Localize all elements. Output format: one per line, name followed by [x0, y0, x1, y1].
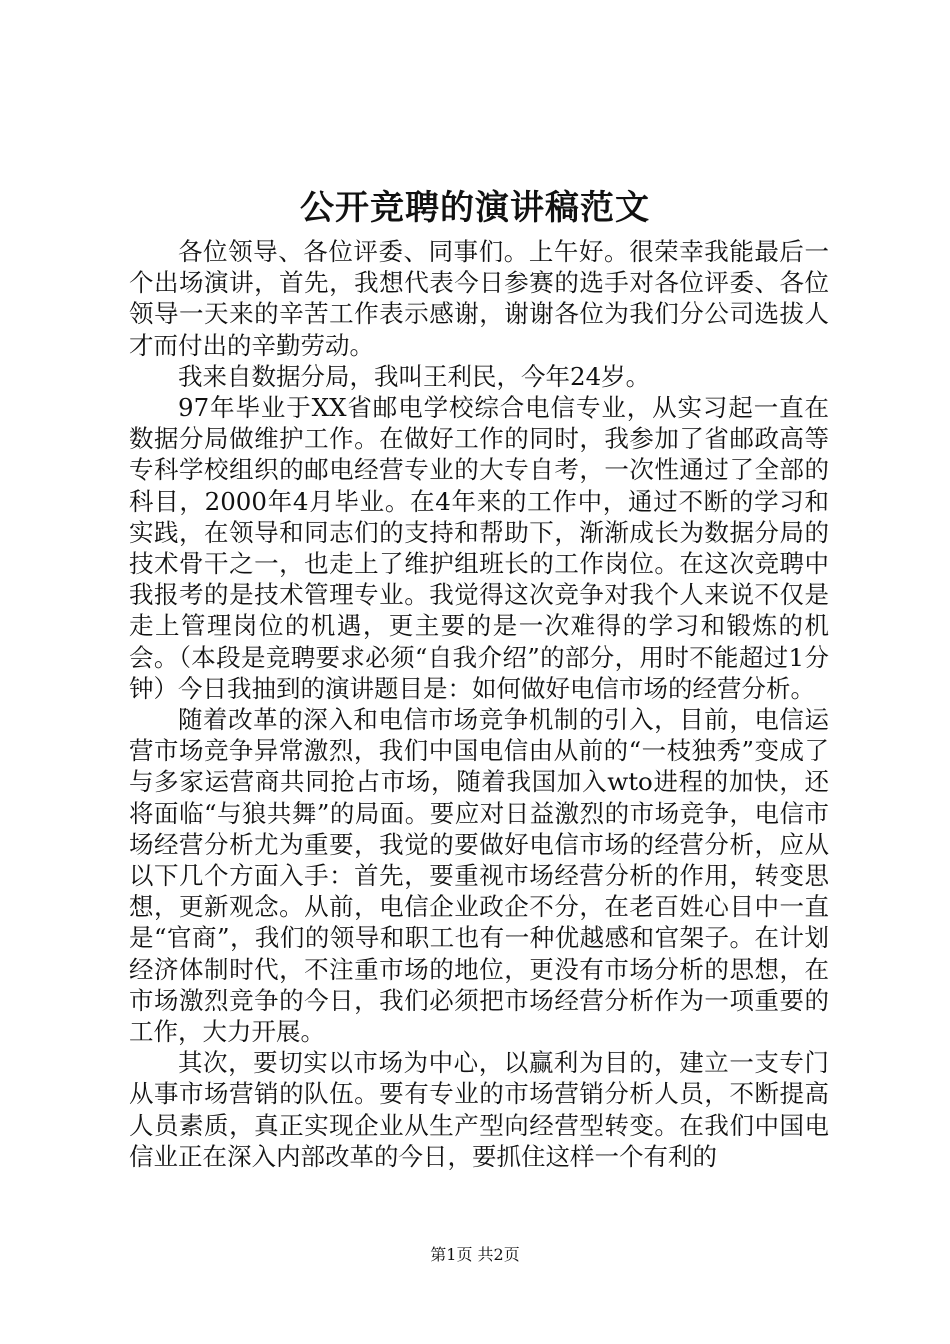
page-footer: 第1页 共2页 [430, 1245, 520, 1264]
paragraph-background: 97年毕业于XX省邮电学校综合电信专业，从实习起一直在数据分局做维护工作。在做好工作的同时，我参加了省邮政高等专科学校组织的邮电经营专业的大专自考，一次性通过了全部的科目，2000年4月毕业。在4年来的工作中，通过不断的学习和实践，在领导和同志们的支持和帮助下，渐渐成长为数据分局的技术骨干之一，也走上了维护组班长的工作岗位。在这次竞聘中我报考的是技术管理专业。我觉得这次竞争对我个人来说不仅是走上管理岗位的机遇，更主要的是一次难得的学习和锻炼的机会。（本段是竞聘要求必须“自我介绍”的部分，用时不能超过1分钟）今日我抽到的演讲题目是：如何做好电信市场的经营分析。 [129, 393, 829, 703]
paragraph-secondly: 其次，要切实以市场为中心，以赢利为目的，建立一支专门从事市场营销的队伍。要有专业的市场营销分析人员，不断提高人员素质，真正实现企业从生产型向经营型转变。在我们中国电信业正在深入内部改革的今日，要抓住这样一个有利的 [129, 1048, 829, 1171]
paragraph-intro: 我来自数据分局，我叫王利民，今年24岁。 [178, 361, 651, 391]
document-title: 公开竞聘的演讲稿范文 [300, 188, 650, 228]
paragraph-greeting: 各位领导、各位评委、同事们。上午好。很荣幸我能最后一个出场演讲，首先，我想代表今日参赛的选手对各位评委、各位领导一天来的辛苦工作表示感谢，谢谢各位为我们分公司选拔人才而付出的辛勤劳动。 [129, 237, 829, 360]
paragraph-market-analysis: 随着改革的深入和电信市场竞争机制的引入，目前，电信运营市场竞争异常激烈，我们中国电信由从前的“一枝独秀”变成了与多家运营商共同抢占市场，随着我国加入wto进程的加快，还将面临“与狼共舞”的局面。要应对日益激烈的市场竞争，电信市场经营分析尤为重要，我觉的要做好电信市场的经营分析，应从以下几个方面入手：首先，要重视市场经营分析的作用，转变思想，更新观念。从前，电信企业政企不分，在老百姓心目中一直是“官商”，我们的领导和职工也有一种优越感和官架子。在计划经济体制时代，不注重市场的地位，更没有市场分析的思想，在市场激烈竞争的今日，我们必须把市场经营分析作为一项重要的工作，大力开展。 [129, 705, 829, 1047]
document-body [129, 236, 829, 1172]
